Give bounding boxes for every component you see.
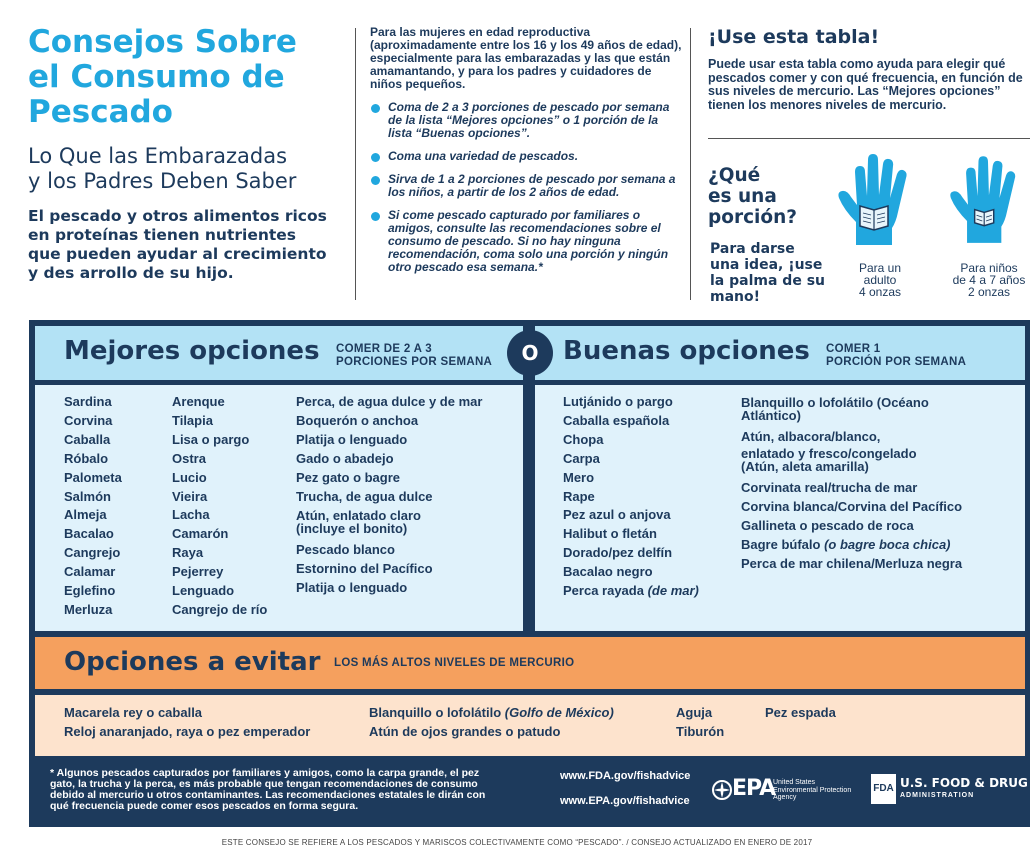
frequency-line: PORCIÓN POR SEMANA: [826, 356, 967, 368]
divider: [708, 138, 1030, 139]
list-item: Estornino del Pacífico: [296, 561, 433, 577]
list-item: Pejerrey: [172, 564, 224, 580]
epa-logo: [712, 776, 862, 806]
frequency-line: COMER DE 2 A 3: [336, 343, 433, 355]
list-item: Salmón: [64, 488, 111, 504]
list-item: [369, 704, 614, 723]
list-item-note: (de mar): [647, 583, 699, 599]
list-item: Macarela rey o caballa: [64, 705, 203, 720]
divider: [355, 28, 356, 300]
list-item: Raya: [172, 545, 204, 561]
caption-line: 4 onzas: [858, 285, 902, 299]
footnote: * Algunos pescados capturados por familiares y amigos, como la carpa grande, el pez gato, la trucha y la perca, es más probable que tengan recomendaciones de consumo debido al mercurio u otros contaminantes. Las recomendaciones estatales le dirán con qué frecuencia puede comer esos pescados en forma segura.: [50, 767, 486, 812]
list-item: Boquerón o anchoa: [296, 412, 419, 428]
epa-agency-line: United States: [773, 779, 816, 786]
list-item: Tiburón: [676, 723, 725, 739]
caption-line: Para niños: [960, 261, 1018, 275]
list-item: Cangrejo: [64, 545, 121, 561]
advice-item: Sirva de 1 a 2 porciones de pescado por semana a los niños, a partir de los 2 años de edad.: [370, 173, 685, 199]
best-choices-frequency: [336, 343, 492, 369]
fda-mark: FDA: [871, 774, 896, 804]
epa-wordmark: EPA: [732, 776, 776, 801]
list-item: Gallineta o pescado de roca: [741, 517, 914, 533]
epa-link[interactable]: www.EPA.gov/fishadvice: [560, 795, 690, 807]
title-line: Pescado: [28, 94, 173, 130]
epa-agency-name: [773, 779, 863, 802]
list-item: Lutjánido o pargo: [563, 394, 673, 409]
list-item: Perca, de agua dulce y de mar: [296, 394, 483, 409]
list-item: Corvinata real/trucha de mar: [741, 479, 918, 495]
list-item-note: (o bagre boca chica): [824, 536, 951, 552]
epa-flower-icon: [712, 780, 732, 800]
list-item: Blanquillo o lofolátilo (Océano Atlántico): [741, 395, 929, 423]
epa-agency-line: Environmental Protection: [773, 786, 852, 794]
list-item: Pescado blanco: [296, 542, 395, 558]
list-item: Pez azul o anjova: [563, 507, 671, 523]
list-item: Aguja: [676, 705, 713, 720]
list-item: Vieira: [172, 488, 208, 504]
best-list-col3: [296, 393, 511, 598]
list-item: Eglefino: [64, 583, 116, 599]
caption-line: de 4 a 7 años: [952, 273, 1026, 287]
list-item-text: Bagre búfalo: [741, 536, 825, 552]
list-item: Ostra: [172, 450, 206, 466]
fda-subname: ADMINISTRATION: [900, 792, 975, 799]
avoid-list-col2: [369, 704, 614, 742]
list-item: Atún de ojos grandes o patudo: [369, 723, 561, 739]
list-item-note: (Golfo de México): [504, 705, 614, 720]
advice-item: Coma de 2 a 3 porciones de pescado por semana de la lista “Mejores opciones” o 1 porción de la lista “Buenas opciones”.: [370, 101, 685, 140]
advice-item: Coma una variedad de pescados.: [370, 150, 685, 163]
adult-hand-icon: [836, 150, 920, 250]
best-choices-title: Mejores opciones: [64, 336, 320, 366]
caption-line: adulto: [863, 273, 897, 287]
list-item: Pez espada: [765, 705, 836, 720]
fda-name: U.S. FOOD & DRUG: [900, 776, 1028, 790]
list-item: Corvina: [64, 412, 113, 428]
caption-line: Para un: [858, 261, 902, 275]
list-item: Halibut o fletán: [563, 526, 657, 542]
fda-link[interactable]: www.FDA.gov/fishadvice: [560, 770, 691, 782]
subtitle: [28, 144, 358, 194]
best-list-col1: [64, 393, 122, 620]
list-item: Caballa española: [563, 412, 670, 428]
epa-agency-line: Agency: [773, 794, 797, 801]
list-item-text: Perca rayada: [563, 583, 648, 599]
good-list-col2: [741, 393, 1011, 573]
intro-text: El pescado y otros alimentos ricos en proteínas tienen nutrientes que pueden ayudar al crecimiento y des arrollo de su hijo.: [28, 207, 327, 282]
list-item: Perca de mar chilena/Merluza negra: [741, 555, 963, 571]
good-choices-title: Buenas opciones: [563, 336, 810, 366]
list-item: Platija o lenguado: [296, 431, 408, 447]
list-item: enlatado y fresco/congelado (Atún, aleta amarilla): [741, 445, 917, 474]
list-item: Reloj anaranjado, raya o pez emperador: [64, 723, 311, 739]
list-item: [563, 582, 699, 601]
list-item: Dorado/pez delfín: [563, 545, 673, 561]
list-item: [741, 536, 1011, 555]
good-list-col1: [563, 393, 699, 601]
best-list-col2: [172, 393, 267, 620]
or-badge: O: [507, 330, 553, 376]
list-item: Lisa o pargo: [172, 431, 250, 447]
list-item: Camarón: [172, 526, 229, 542]
list-item: Mero: [563, 469, 595, 485]
bottom-disclaimer: ESTE CONSEJO SE REFIERE A LOS PESCADOS Y MARISCOS COLECTIVAMENTE COMO “PESCADO”. / CONSEJO ACTUALIZADO EN ENERO DE 2017: [221, 838, 813, 847]
frequency-line: PORCIONES POR SEMANA: [336, 356, 493, 368]
list-item: Trucha, de agua dulce: [296, 488, 433, 504]
avoid-list-col3: [676, 704, 724, 742]
list-item: Almeja: [64, 507, 107, 523]
list-item: Tilapia: [172, 412, 213, 428]
list-item: Palometa: [64, 469, 122, 485]
list-item: Chopa: [563, 431, 604, 447]
list-item: Atún, enlatado claro (incluye el bonito): [296, 508, 421, 537]
list-item: Pez gato o bagre: [296, 469, 401, 485]
list-item: Calamar: [64, 564, 116, 580]
divider: [690, 28, 691, 300]
list-item: Corvina blanca/Corvina del Pacífico: [741, 498, 963, 514]
portion-title-line: es una: [708, 186, 777, 207]
title-line: Consejos Sobre: [28, 24, 297, 60]
advice-list: [370, 101, 685, 274]
use-table-title: ¡Use esta tabla!: [708, 26, 880, 48]
list-item-text: Blanquillo o lofolátilo: [369, 705, 505, 720]
list-item: Lucio: [172, 469, 207, 485]
list-item: Bacalao negro: [563, 564, 653, 580]
portion-text: Para darse una idea, ¡use la palma de su mano!: [710, 241, 825, 305]
avoid-list-col4: [765, 704, 836, 723]
avoid-subtitle: LOS MÁS ALTOS NIVELES DE MERCURIO: [334, 657, 575, 669]
adult-portion-caption: [838, 262, 922, 298]
list-item: Rape: [563, 488, 595, 504]
list-item: Bacalao: [64, 526, 114, 542]
child-portion-caption: [944, 262, 1034, 298]
advice-item: Si come pescado capturado por familiares o amigos, consulte las recomendaciones sobre el consumo de pescado. Si no hay ninguna recomendación, coma solo una porción y ningún otro pescado esa semana.*: [370, 209, 685, 274]
list-item: Lenguado: [172, 583, 235, 599]
subtitle-line: Lo Que las Embarazadas: [28, 144, 288, 168]
list-item: Sardina: [64, 394, 112, 409]
list-item: Atún, albacora/blanco,: [741, 429, 881, 444]
caption-line: 2 onzas: [967, 285, 1011, 299]
list-item: Róbalo: [64, 450, 109, 466]
subtitle-line: y los Padres Deben Saber: [28, 169, 297, 193]
list-item: Caballa: [64, 431, 111, 447]
good-choices-frequency: [826, 343, 966, 369]
list-item: Cangrejo de río: [172, 601, 268, 617]
title-line: el Consumo de: [28, 59, 285, 95]
portion-title-line: ¿Qué: [708, 165, 761, 186]
list-item: Carpa: [563, 450, 600, 466]
avoid-list-col1: [64, 704, 310, 742]
use-table-text: Puede usar esta tabla como ayuda para elegir qué pescados comer y con qué frecuencia, en función de sus niveles de mercurio. Las “Mejores opciones” tienen los menores niveles de mercurio.: [708, 57, 1023, 112]
page-title: [28, 25, 348, 130]
avoid-title: Opciones a evitar: [64, 647, 321, 677]
advice-column: [370, 26, 685, 284]
frequency-line: COMER 1: [826, 343, 881, 355]
advice-intro: Para las mujeres en edad reproductiva (aproximadamente entre los 16 y los 49 años de edad), especialmente para las embarazadas y las que están amamantando, y para los padres y cuidadores de niños pequeños.: [370, 25, 682, 91]
portion-title-line: porción?: [708, 207, 797, 228]
list-item: Lacha: [172, 507, 210, 523]
list-item: Arenque: [172, 394, 225, 409]
list-item: Platija o lenguado: [296, 580, 408, 596]
list-item: Gado o abadejo: [296, 450, 394, 466]
list-item: Merluza: [64, 601, 113, 617]
child-hand-icon: [948, 150, 1028, 250]
portion-title: [708, 165, 818, 228]
